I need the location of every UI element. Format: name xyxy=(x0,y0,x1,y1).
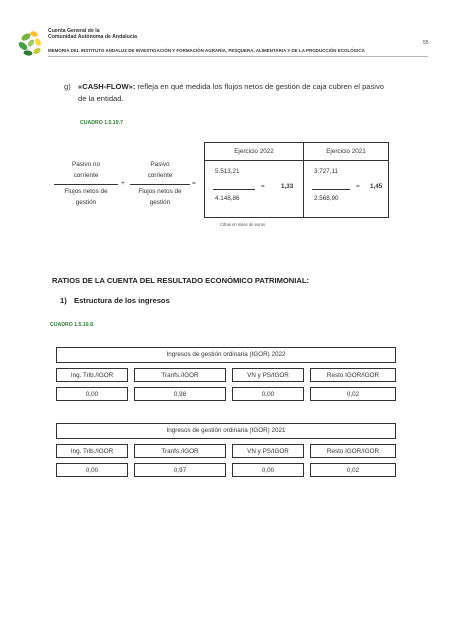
igor-2021-value-row xyxy=(56,463,396,477)
cash-flow-term: «CASH-FLOW»: xyxy=(78,82,136,91)
cuadro-caption-2: CUADRO 1.5.19.8 xyxy=(50,322,93,328)
value-vn-ps: 0,00 xyxy=(232,387,304,401)
cash-flow-paragraph xyxy=(64,81,432,105)
igor-2022-block xyxy=(56,347,396,401)
org-line-1: Cuenta General de la xyxy=(48,28,100,34)
equals-2021: = xyxy=(356,183,360,190)
igor-2021-block xyxy=(56,423,396,477)
cash-flow-text-1: refleja en qué medida los flujos netos de gestión de caja cubren el pasivo xyxy=(135,82,385,91)
ingresos-subtitle xyxy=(60,296,170,305)
formula-denominator-left: Flujos netos de gestión xyxy=(64,188,108,206)
ratios-section-title: RATIOS DE LA CUENTA DEL RESULTADO ECONÓMICO PATRIMONIAL: xyxy=(52,276,310,285)
formula-denominator-right: Flujos netos de gestión xyxy=(138,188,182,206)
header-divider xyxy=(48,56,428,57)
result-2021: 1,45 xyxy=(370,183,383,190)
plus-sign: + xyxy=(121,180,125,187)
denominator-2021: 2.568,90 xyxy=(314,195,339,202)
value-tranfs: 0,98 xyxy=(134,387,226,401)
item-label: g) xyxy=(64,82,71,91)
numerator-2022: 5.513,21 xyxy=(215,168,240,175)
page-number: 55 xyxy=(423,40,429,46)
igor-2021-header-row xyxy=(56,444,396,458)
formula-numerator-right: Pasivo corriente xyxy=(147,161,173,179)
value-cell-2022 xyxy=(205,161,304,218)
header-ejercicio-2021: Ejercicio 2021 xyxy=(304,143,389,161)
igor-2022-title: Ingresos de gestión ordinaria (IGOR) 2022 xyxy=(56,347,396,363)
cash-flow-table xyxy=(204,142,389,218)
cash-flow-text-2: de la entidad. xyxy=(78,94,124,103)
value-ing-trib: 0,00 xyxy=(56,387,128,401)
fraction-bar-2021 xyxy=(312,189,350,190)
value-ing-trib: 0,00 xyxy=(56,463,128,477)
numerator-2021: 3.727,11 xyxy=(314,168,339,175)
header-resto-igor: Resto IGOR/IGOR xyxy=(310,368,396,382)
igor-2022-value-row xyxy=(56,387,396,401)
fraction-bar-left xyxy=(54,184,118,185)
cuadro-caption-1: CUADRO 1.5.19.7 xyxy=(80,120,123,126)
igor-2022-header-row xyxy=(56,368,396,382)
header-ing-trib: Ing. Trib./IGOR xyxy=(56,444,128,458)
subsection-label: 1) xyxy=(60,296,67,305)
fraction-bar-2022 xyxy=(213,189,255,190)
andalucia-logo-icon xyxy=(18,29,46,59)
result-2022: 1,33 xyxy=(281,183,294,190)
header-tranfs: Tranfs./IGOR xyxy=(134,368,226,382)
header-vn-ps: VN y PS/IGOR xyxy=(232,368,304,382)
equals-2022: = xyxy=(261,183,265,190)
header-ing-trib: Ing. Trib./IGOR xyxy=(56,368,128,382)
value-resto-igor: 0,02 xyxy=(310,463,396,477)
equals-sign: = xyxy=(192,180,196,187)
value-cell-2021 xyxy=(304,161,389,218)
subsection-title: Estructura de los ingresos xyxy=(74,296,170,305)
units-note: Cifras en miles de euros xyxy=(220,222,266,227)
header-resto-igor: Resto IGOR/IGOR xyxy=(310,444,396,458)
header-vn-ps: VN y PS/IGOR xyxy=(232,444,304,458)
fraction-bar-right xyxy=(130,184,190,185)
value-vn-ps: 0,00 xyxy=(232,463,304,477)
value-resto-igor: 0,02 xyxy=(310,387,396,401)
organization-name xyxy=(48,28,137,40)
igor-2021-title: Ingresos de gestión ordinaria (IGOR) 2021 xyxy=(56,423,396,439)
denominator-2022: 4.148,86 xyxy=(215,195,240,202)
value-tranfs: 0,97 xyxy=(134,463,226,477)
formula-numerator-left: Pasivo no corriente xyxy=(71,161,101,179)
header-title: MEMORIA DEL INSTITUTO ANDALUZ DE INVESTIGACIÓN Y FORMACIÓN AGRARIA, PESQUERA, ALIMENTARIA Y DE LA PRODUCCIÓN ECOLÓGICA xyxy=(48,48,365,53)
org-line-2: Comunidad Autónoma de Andalucía xyxy=(48,34,137,41)
header-tranfs: Tranfs./IGOR xyxy=(134,444,226,458)
header-ejercicio-2022: Ejercicio 2022 xyxy=(205,143,304,161)
